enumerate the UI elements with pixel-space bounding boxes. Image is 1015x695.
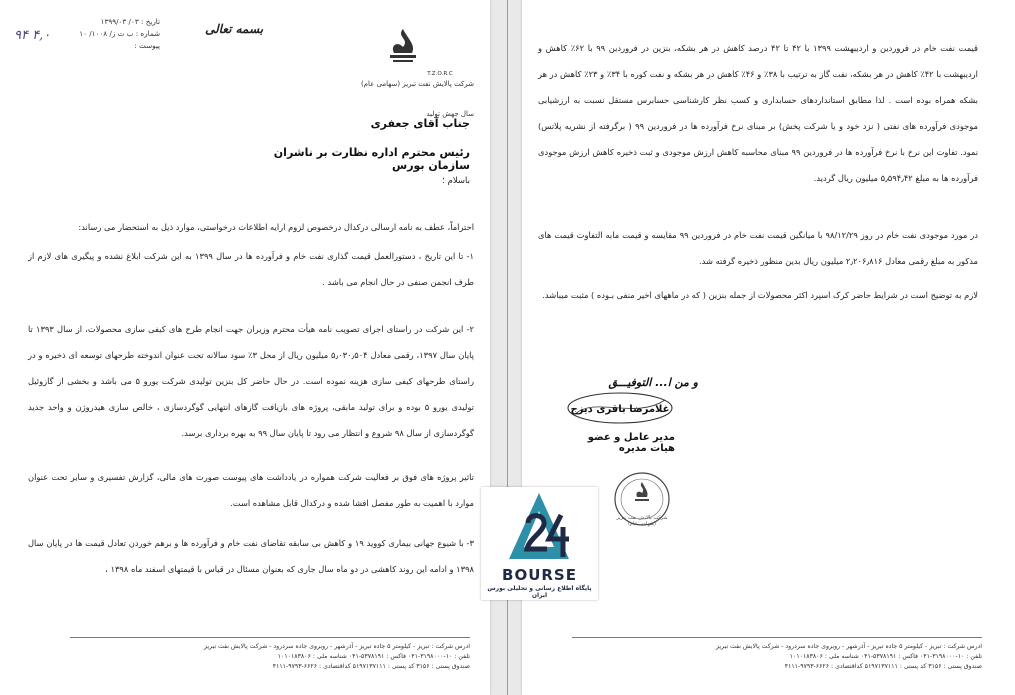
paragraph-item-3: ۳- با شیوع جهانی بیماری کووید ۱۹ و کاهش بی سابقه تقاضای نفت خام و فرآورده ها و برهم خوردن تعادل قیمت ها در پایان سال ۱۳۹۸ و ادامه این روند کاهشی در دو ماه سال جاری که بعنوان مسئال در قیاس با قیمتهای اسفند ماه ۱۳۹۸ ، [28,538,474,574]
footer-postal: صندوق پستی : ۳۱۵۶ کد پستی : ۵۱۹۷۱۳۷۱۱۱ کداقتصادی : ۶۶۲۶-۹۷۹۳-۴۱۱۱ [272,663,470,670]
footer-divider [572,637,982,638]
letter-footer [572,642,982,672]
paragraph-item-2: ۲- این شرکت در راستای اجرای تصویب نامه هیأت محترم وزیران جهت انجام طرح های کیفی سازی محصولات، از سال ۱۳۹۳ تا پایان سال ۱۳۹۷، رقمی معادل ۵٫۰۳۰٫۵۰۴ میلیون ریال از محل ۳٪ سود سالانه تحت عنوان اندوخته طرحهای توسعه ای ذخیره و در راستای طرحهای کیفی سازی هزینه نموده است. در حال حاضر کل بنزین تولیدی شرکت یورو ۵ می باشد و بخشی از گازوئیل تولیدی یورو ۵ بوده و برای تولید مابقی، پروژه های بازیافت گازهای انتهایی گوگردسازی ، خالص سازی هیدروژن و واحد جدید گوگردسازی از سال ۹۸ شروع و انتظار می رود تا پایان سال ۹۹ به بهره برداری برسد. [28,324,474,438]
greeting: باسلام ؛ [442,176,470,186]
footer-postal: صندوق پستی : ۳۱۵۶ کد پستی : ۵۱۹۷۱۳۷۱۱۱ کداقتصادی : ۶۶۲۶-۹۷۹۳-۴۱۱۱ [784,663,982,670]
besmeh-heading: بسمه تعالی [205,22,264,36]
bourse24-watermark [481,487,598,600]
letter-footer [70,642,470,672]
footer-address: ادرس شرکت : تبریز - کیلومتر ۵ جاده تبریز - آذرشهر - روبروی جاده سردرود - شرکت پالایش نفت تبریز [715,643,982,650]
paragraph-item-2-note: تاثیر پروژه های فوق بر فعالیت شرکت همواره در یادداشت های پیوست صورت های مالی، گزارش تفسیری و سایر تحت عنوان موارد با اهمیت به طور مفصل افشا شده و درکدال قابل مشاهده است. [28,472,474,508]
bourse-wordmark: BOURSE [502,566,577,584]
letter-attachment: پیوست : [134,41,160,50]
paragraph-continuation: قیمت نفت خام در فروردین و اردیبهشت ۱۳۹۹ با ۴۲ تا ۴۲ درصد کاهش در هر بشکه، بنزین در فروردین ۹۹ با ۶۲٪ کاهش و اردیبهشت با ۴۲٪ کاهش در هر بشکه، نفت گاز به ترتیب با ۳۸٪ و ۴۶٪ کاهش در هر بشکه و نفت کوره با ۳۴٪ و ۲۳٪ کاهش در هر بشکه همراه بوده است . لذا مطابق استانداردهای حسابداری و کسب نظر کارشناسی حسابرس مستقل نسبت به ارزشیابی موجودی فرآورده های نفتی ( نزد خود و یا شرکت پخش) بر مبنای نرخ فرآورده ها در فروردین ۹۹ ( برگرفته از نشریه پلاتس) نمود. تفاوت این نرخ با نرخ فرآورده ها در فروردین ۹۹ مبنای محاسبه کاهش ارزش موجودی و ثبت ذخیره کاهش ارزش موجودی فرآورده ها به مبلغ ۵٫۵۹۴٫۴۲ میلیون ریال گردید. [538,43,979,183]
paragraph-crude-inventory: در مورد موجودی نفت خام در روز ۹۸/۱۲/۲۹ با میانگین قیمت نفت خام در فروردین ۹۹ مقایسه و قیمت مابه التفاوت قیمت های مذکور به مبلغ رقمی معادل ۲٫۲۰۶٫۸۱۶ میلیون ریال بدین منظور ذخیره گرفته شد. [538,230,978,266]
paragraph-crack-spread: لازم به توضیح است در شرایط حاضر کرک اسپرد اکثر محصولات از جمله بنزین ( که در ماههای اخیر منفی بـوده ) مثبت میباشد. [542,290,978,300]
year-slogan: سال جهش تولید [426,110,474,118]
company-name: شرکت پالایش نفت تبریز (سهامی عام) [360,80,474,88]
footer-phones: تلفن : ۱۰-۳۱۹۸۰۰۰-۰۴۱ فاکس : ۵۳۷۸۱۹۱-۰۴۱ شناسه ملی : ۱۰۱۰۱۸۳۸۰۶ [277,653,470,660]
stamp-text: شرکت پالایش نفت تبریز (سهامی عام) [616,515,668,527]
footer-phones: تلفن : ۱۰-۳۱۹۸۰۰۰-۰۴۱ فاکس : ۵۳۷۸۱۹۱-۰۴۱ شناسه ملی : ۱۰۱۰۱۸۳۸۰۶ [789,653,982,660]
signer-title: مدیر عامل و عضو هیات مدیره [587,432,675,454]
letter-meta [14,16,160,52]
addressee-title: رئیس محترم اداره نظارت بر ناشران سازمان بورس [273,146,470,172]
bourse-subtitle: پایگاه اطلاع رسانی و تحلیلی بورس ایران [487,585,592,599]
signer-name: غلامرضا باقری دیزج [570,404,670,415]
footer-address: ادرس شرکت : تبریز - کیلومتر ۵ جاده تبریز - آذرشهر - روبروی جاده سردرود - شرکت پالایش نفت تبریز [203,643,470,650]
paragraph-intro: احتراماً، عطف به نامه ارسالی درکدال درخصوص لزوم ارایه اطلاعات درخواستی، موارد ذیل به استحضار می رساند: [78,222,474,232]
letter-number: شماره : ب ت ز/ ۱۰۰۸/ ۱۰ [79,29,160,38]
company-latin: T.Z.O.R.C [427,71,453,77]
refinery-logo-icon [380,25,426,71]
addressee-name: جناب آقای جعفری [370,117,470,130]
handwritten-number: ۹۴ ۴,۰ [14,28,51,43]
letter-date: تاریخ : ۰۳/ ۱۳۹۹/۰۳ [100,17,160,26]
letter-page-1 [0,0,490,695]
footer-divider [70,637,470,638]
paragraph-item-1: ۱- تا این تاریخ ، دستورالعمل قیمت گذاری نفت خام و فرآورده ها در سال ۱۳۹۹ به این شرکت ابلاغ نشده و پیگیری های لازم از طرف انجمن صنفی در حال انجام می باشد . [28,251,474,287]
bourse24-logo-icon [481,487,598,567]
closing-phrase: و من ا... التوفیـــق [608,376,698,389]
